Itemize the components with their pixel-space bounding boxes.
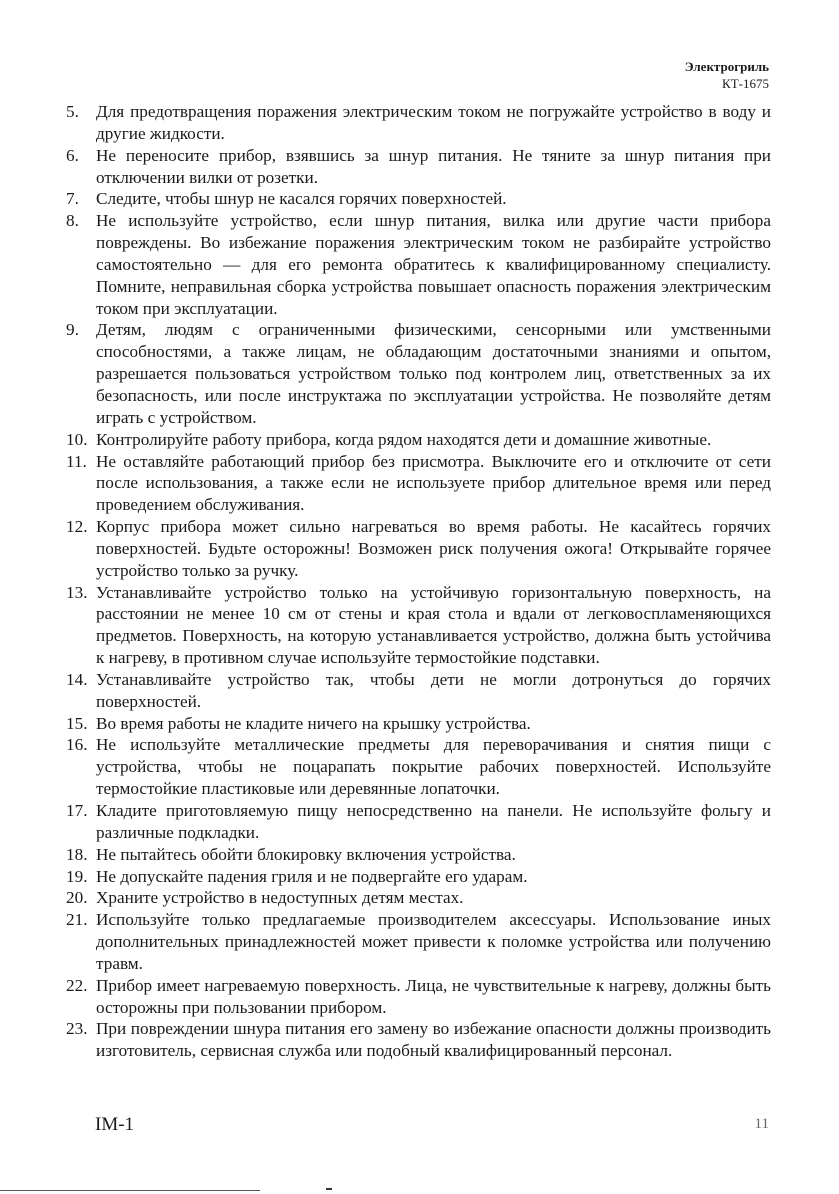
instruction-number: 22. [66, 975, 88, 995]
instruction-item [66, 451, 771, 517]
instruction-number: 7. [66, 189, 79, 209]
instruction-number: 15. [66, 713, 88, 733]
instruction-text: Корпус прибора может сильно нагреваться во время работы. Не касайтесь горячих поверхностей. Будьте осторожны! Возможен риск получения ожога! Открывайте горячее устройство только за ручку. [96, 517, 771, 580]
bottom-mark [326, 1188, 332, 1190]
instruction-number: 8. [66, 211, 79, 231]
page-header [685, 58, 769, 92]
instruction-item [66, 887, 771, 909]
instruction-text: Не используйте устройство, если шнур питания, вилка или другие части прибора повреждены. Во избежание поражения электрическим током не разбирайте устройство самостоятельно — для его ремонта обратитесь к квалифицированному специалисту. Помните, неправильная сборка устройства повышает опасность поражения электрическим током при эксплуатации. [96, 211, 771, 318]
instruction-text: Во время работы не кладите ничего на крышку устройства. [96, 713, 531, 733]
instruction-number: 19. [66, 866, 88, 886]
instruction-item [66, 582, 771, 669]
instruction-text: Устанавливайте устройство только на устойчивую горизонтальную поверхность, на расстоянии не менее 10 см от стены и края стола и вдали от легковоспламеняющихся предметов. Поверхность, на которую устанавливается устройство, должна быть устойчива к нагреву, в противном случае используйте термостойкие подставки. [96, 582, 771, 668]
model-number: КТ-1675 [722, 76, 769, 91]
instruction-text: Храните устройство в недоступных детям местах. [96, 888, 464, 908]
instruction-number: 14. [66, 669, 88, 689]
instruction-text: Детям, людям с ограниченными физическими, сенсорными или умственными способностями, а также лицам, не обладающим достаточными знаниями и опытом, разрешается пользоваться устройством только под контролем лиц, ответственных за их безопасность, или после инструктажа по эксплуатации устройства. Не позволяйте детям играть с устройством. [96, 320, 771, 427]
instruction-number: 9. [66, 320, 79, 340]
instruction-text: Следите, чтобы шнур не касался горячих поверхностей. [96, 189, 507, 209]
instruction-item [66, 669, 771, 713]
instruction-item [66, 516, 771, 582]
doc-code: IM-1 [95, 1114, 135, 1135]
instruction-item [66, 319, 771, 428]
instruction-number: 17. [66, 801, 88, 820]
product-name: Электрогриль [684, 59, 769, 74]
instruction-number: 11. [66, 451, 87, 471]
instruction-text: Не допускайте падения гриля и не подвергайте его ударам. [96, 866, 528, 886]
instruction-number: 18. [66, 844, 88, 864]
instruction-item [66, 101, 771, 145]
instruction-item [66, 1018, 771, 1062]
instruction-text: Устанавливайте устройство так, чтобы дети не могли дотронуться до горячих поверхностей. [96, 669, 771, 711]
instruction-item [66, 844, 771, 866]
instruction-text: Не пытайтесь обойти блокировку включения устройства. [96, 844, 516, 864]
instruction-item [66, 866, 771, 888]
instruction-number: 6. [66, 145, 79, 165]
instruction-number: 21. [66, 910, 88, 930]
safety-instructions-list [66, 101, 771, 1062]
instruction-item [66, 145, 771, 189]
instruction-number: 12. [66, 517, 88, 537]
instruction-text: Используйте только предлагаемые производителем аксессуары. Использование иных дополнительных принадлежностей может привести к поломке устройства или получению травм. [96, 910, 771, 973]
instruction-item [66, 188, 771, 210]
instruction-item [66, 734, 771, 800]
instruction-number: 23. [66, 1019, 88, 1039]
instruction-text: Не оставляйте работающий прибор без присмотра. Выключите его и отключите от сети после использования, а также если не используете прибор длительное время или перед проведением обслуживания. [96, 451, 771, 515]
instruction-text: Кладите приготовляемую пищу непосредственно на панели. Не используйте фольгу и различные подкладки. [96, 801, 771, 842]
instruction-item [66, 800, 771, 844]
instruction-text: Не используйте металлические предметы для переворачивания и снятия пищи с устройства, чтобы не поцарапать покрытие рабочих поверхностей. Используйте термостойкие пластиковые или деревянные лопаточки. [96, 735, 771, 799]
instruction-item [66, 429, 771, 451]
instruction-item [66, 975, 771, 1019]
instruction-number: 13. [66, 582, 88, 602]
instruction-text: Не переносите прибор, взявшись за шнур питания. Не тяните за шнур питания при отключении вилки от розетки. [96, 145, 771, 187]
instruction-text: Прибор имеет нагреваемую поверхность. Лица, не чувствительные к нагреву, должны быть осторожны при пользовании прибором. [96, 975, 771, 1017]
instruction-number: 10. [66, 429, 88, 449]
instruction-number: 16. [66, 735, 88, 755]
instruction-item [66, 210, 771, 319]
instruction-item [66, 909, 771, 975]
page-number: 11 [754, 1116, 769, 1132]
instruction-number: 5. [66, 102, 79, 121]
instruction-item [66, 713, 771, 735]
bottom-rule [0, 1190, 260, 1191]
instruction-text: Для предотвращения поражения электрическим током не погружайте устройство в воду и другие жидкости. [96, 102, 771, 143]
instruction-text: При повреждении шнура питания его замену во избежание опасности должны производить изготовитель, сервисная служба или подобный квалифицированный персонал. [96, 1019, 771, 1061]
instruction-text: Контролируйте работу прибора, когда рядом находятся дети и домашние животные. [96, 429, 712, 449]
instruction-number: 20. [66, 888, 88, 908]
